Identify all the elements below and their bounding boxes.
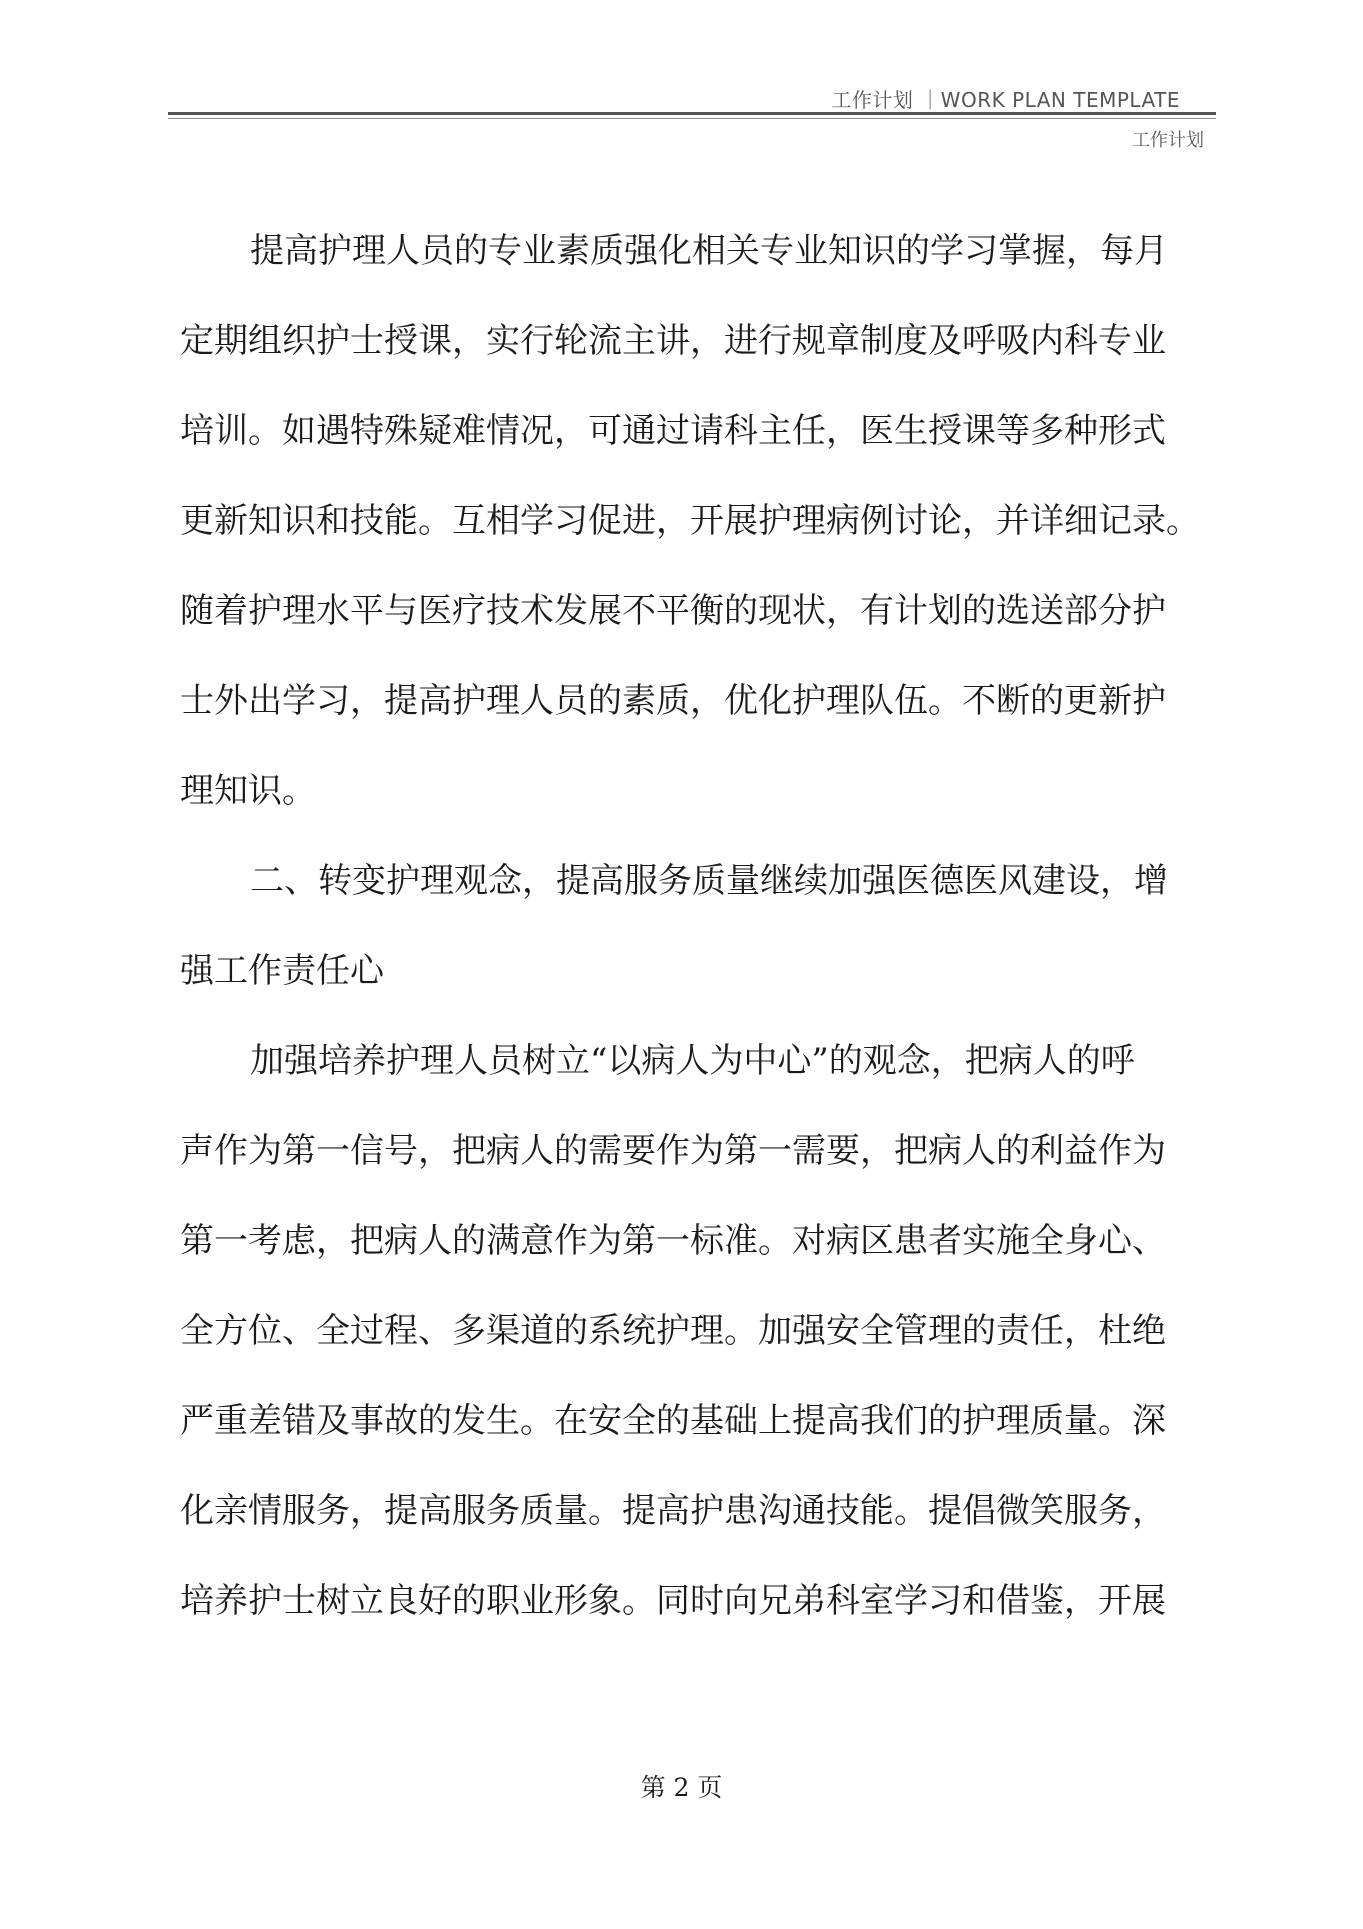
document-body [180, 220, 1200, 1660]
text-line: 声作为第一信号，把病人的需要作为第一需要，把病人的利益作为 [180, 1131, 1166, 1171]
header-rule-thin [168, 118, 1216, 119]
text-line: 更新知识和技能。互相学习促进，开展护理病例讨论，并详细记录。 [180, 501, 1200, 541]
page-header [168, 80, 1216, 151]
text-line: 严重差错及事故的发生。在安全的基础上提高我们的护理质量。深 [180, 1401, 1166, 1441]
page-number: 第 2 页 [640, 1773, 723, 1802]
text-line: 提高护理人员的专业素质强化相关专业知识的学习掌握，每月 [250, 231, 1168, 271]
text-line: 培训。如遇特殊疑难情况，可通过请科主任，医生授课等多种形式 [180, 411, 1166, 451]
text-line: 二、转变护理观念，提高服务质量继续加强医德医风建设，增 [250, 861, 1168, 901]
text-line: 理知识。 [180, 771, 316, 811]
text-line: 士外出学习，提高护理人员的素质，优化护理队伍。不断的更新护 [180, 681, 1166, 721]
header-rule [168, 112, 1216, 115]
header-subtitle: 工作计划 [1132, 130, 1204, 151]
text-line: 化亲情服务，提高服务质量。提高护患沟通技能。提倡微笑服务， [180, 1491, 1166, 1531]
text-line: 强工作责任心 [180, 951, 384, 991]
text-line: 定期组织护士授课，实行轮流主讲，进行规章制度及呼吸内科专业 [180, 321, 1166, 361]
text-line: 培养护士树立良好的职业形象。同时向兄弟科室学习和借鉴，开展 [180, 1581, 1166, 1621]
header-title: 工作计划 ｜WORK PLAN TEMPLATE [831, 88, 1180, 112]
text-line: 全方位、全过程、多渠道的系统护理。加强安全管理的责任，杜绝 [180, 1311, 1166, 1351]
text-line: 随着护理水平与医疗技术发展不平衡的现状，有计划的选送部分护 [180, 591, 1166, 631]
text-line: 第一考虑，把病人的满意作为第一标准。对病区患者实施全身心、 [180, 1221, 1166, 1261]
text-line: 加强培养护理人员树立“以病人为中心”的观念，把病人的呼 [250, 1041, 1135, 1081]
